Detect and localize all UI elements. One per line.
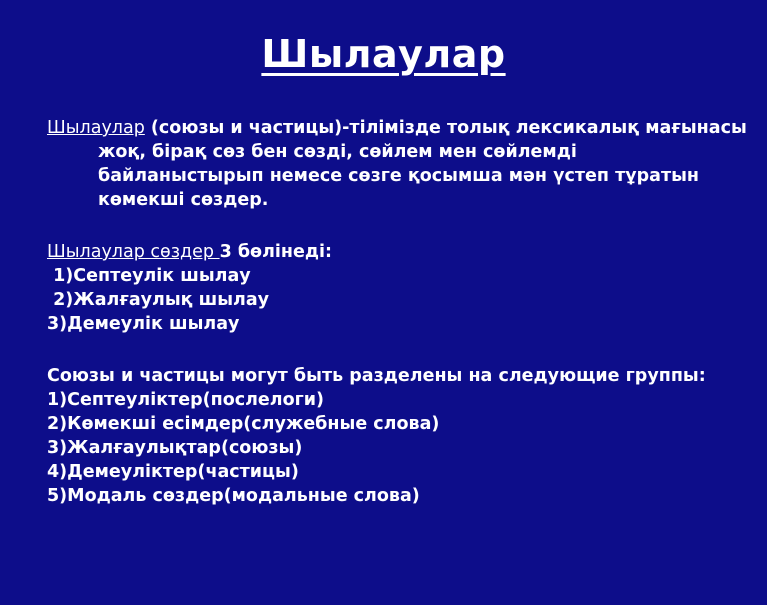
group-item-2: 2)Көмекші есімдер(служебные слова) xyxy=(47,414,440,434)
spacer xyxy=(47,336,747,364)
definition-text: (союзы и частицы)-тілімізде толық лексикалық мағынасы жоқ, бірақ сөз бен сөзді, сөйлем мен сөйлемді байланыстырып немесе сөзге қосымша мән үстеп тұратын көмекші сөздер. xyxy=(98,118,747,210)
groups-intro: Союзы и частицы могут быть разделены на следующие группы: xyxy=(47,366,706,386)
group-item-5: 5)Модаль сөздер(модальные слова) xyxy=(47,486,420,506)
group-item-1: 1)Септеуліктер(послелоги) xyxy=(47,390,325,410)
division-heading xyxy=(47,240,747,264)
definition-term: Шылаулар xyxy=(47,118,145,138)
division-item-1: 1)Септеулік шылау xyxy=(47,266,251,286)
division-item-3: 3)Демеулік шылау xyxy=(47,314,240,334)
group-item-3: 3)Жалғаулықтар(союзы) xyxy=(47,438,303,458)
division-item-2: 2)Жалғаулық шылау xyxy=(47,290,270,310)
definition-paragraph xyxy=(47,116,747,212)
division-term: Шылаулар сөздер xyxy=(47,242,220,262)
division-text: 3 бөлінеді: xyxy=(219,242,332,262)
slide-body xyxy=(47,116,747,508)
spacer xyxy=(47,212,747,240)
group-item-4: 4)Демеуліктер(частицы) xyxy=(47,462,299,482)
slide-title: Шылаулар xyxy=(261,32,506,76)
